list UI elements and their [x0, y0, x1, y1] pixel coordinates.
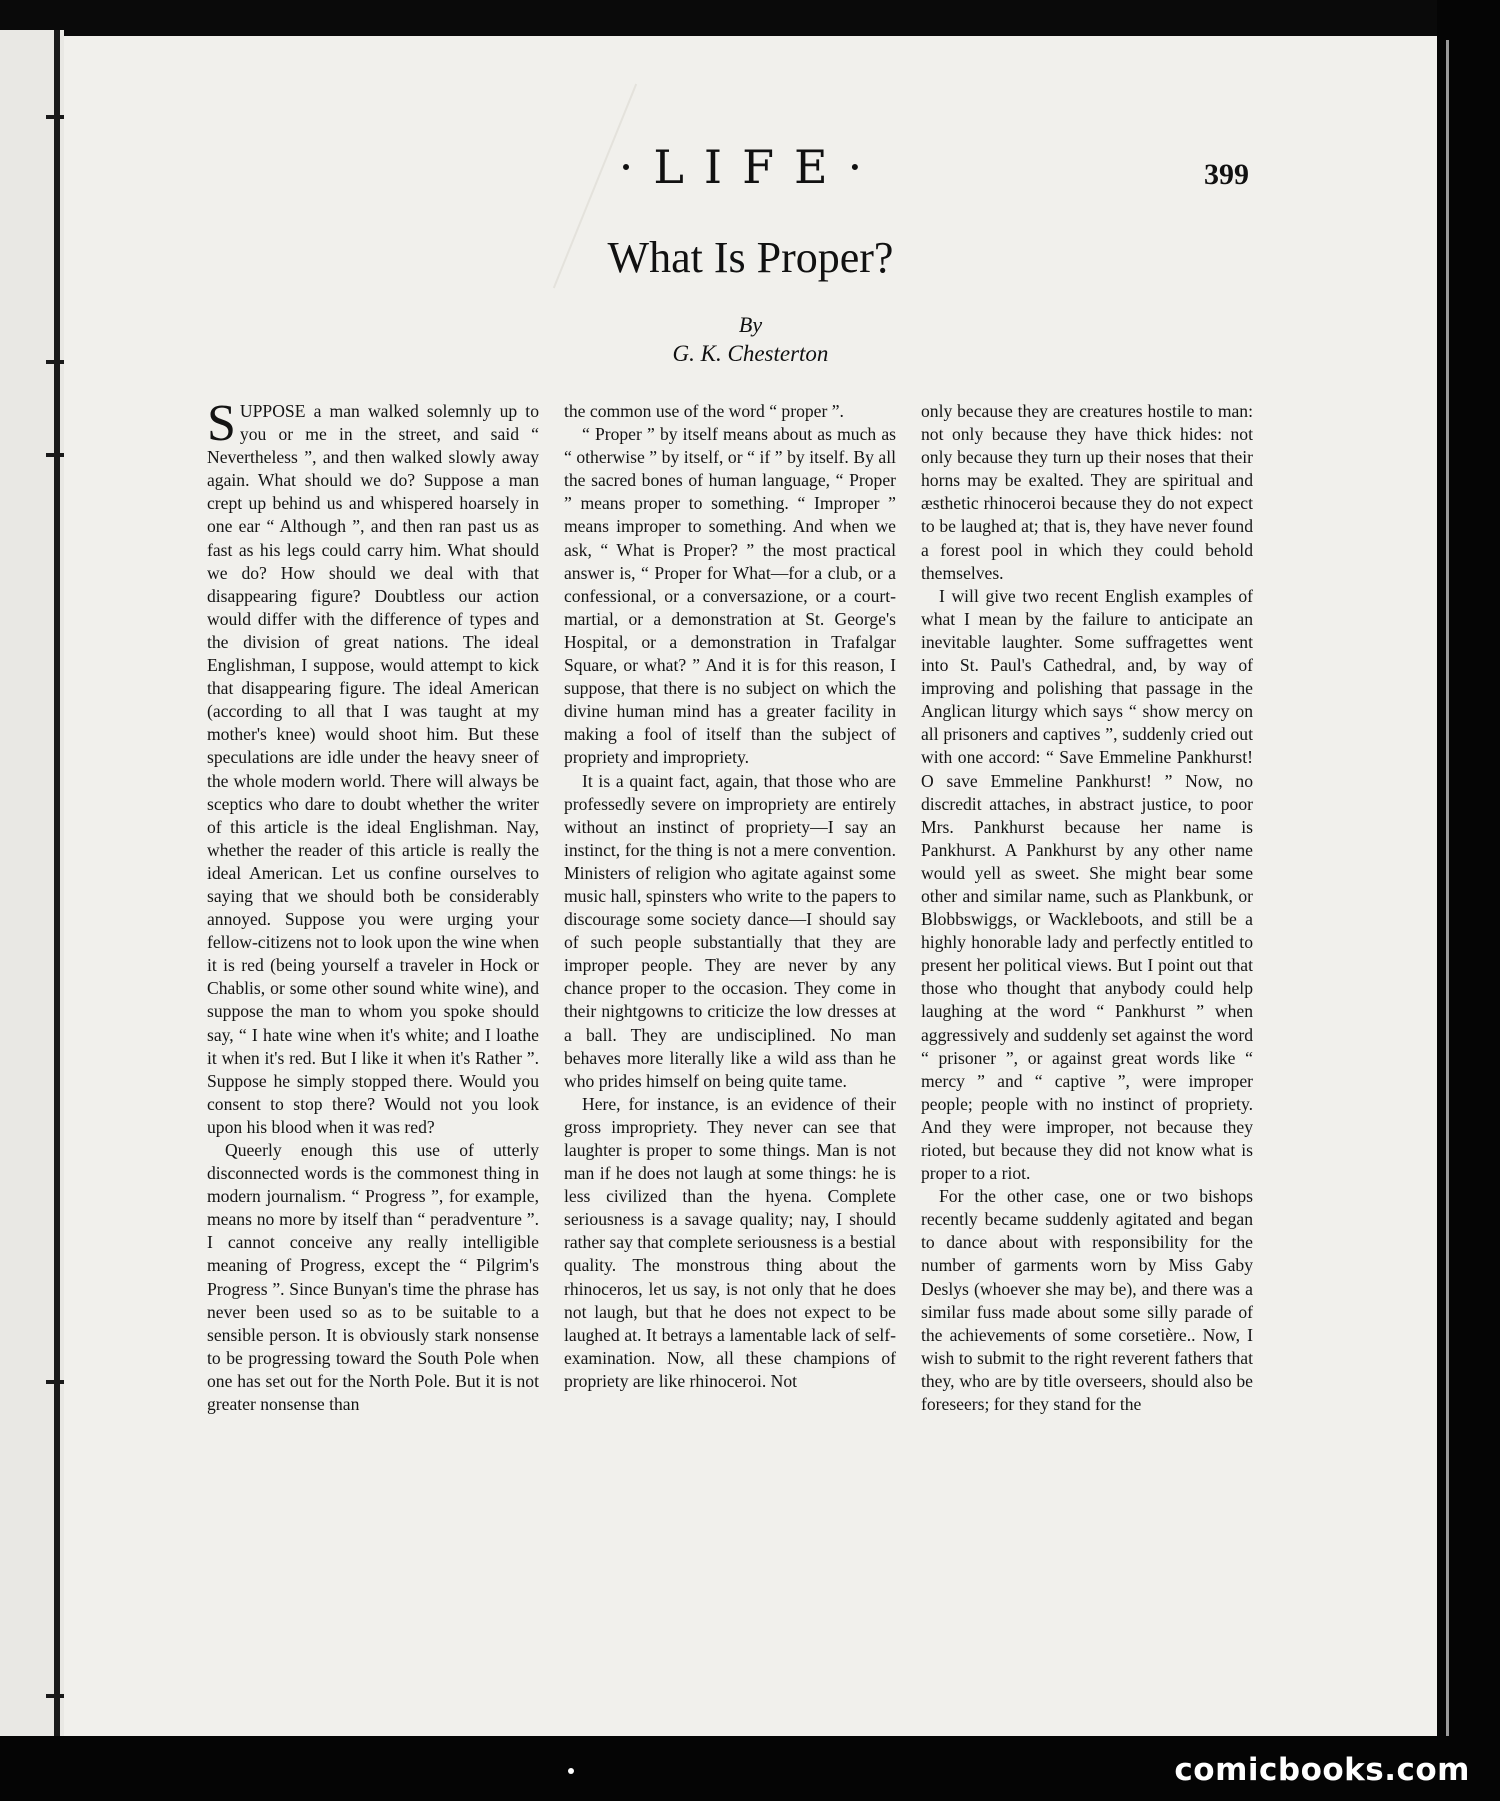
paragraph: “ Proper ” by itself means about as much as “ otherwise ” by itself, or “ if ” by itself. By all the sacred bones of human language, “ Proper ” means proper to something. “ Improper ” means improper to something. And when we ask, “ What is Proper? ” the most practical answer is, “ Proper for What—for a club, or a confessional, or a conversazione, or a court-martial, or a demonstration at St. George's Hospital, or a demonstration in Trafalgar Square, or what? ” And it is for this reason, I suppose, that there is no subject on which the divine human mind has a greater facility in making a fool of itself than the subject of propriety and impropriety.	[564, 424, 896, 768]
byline-by: By	[738, 312, 763, 337]
magazine-page	[64, 36, 1437, 1736]
paragraph: It is a quaint fact, again, that those who are professedly severe on impropriety are entirely without an instinct of propriety—I say an instinct, for the thing is not a mere convention. Ministers of religion who agitate against some music hall, spinsters who write to the papers to discourage some society dance—I should say of such people substantially that they are improper people. They are never by any chance proper to the occasion. They come in their nightgowns to criticize the low dresses at a ball. They are undisciplined. No man behaves more literally like a wild ass than he who prides himself on being quite tame.	[564, 770, 896, 1091]
article-author: G. K. Chesterton	[672, 341, 829, 366]
paragraph: I will give two recent English examples of what I mean by the failure to anticipate an inevitable laughter. Some suffragettes went into St. Paul's Cathedral, and, by way of improving and polishing that passage in the Anglican liturgy which says “ show mercy on all prisoners and captives ”, suddenly cried out with one accord: “ Save Emmeline Pankhurst! O save Emmeline Pankhurst! ” Now, no discredit attaches, in abstract justice, to poor Mrs. Pankhurst because her name is Pankhurst. A Pankhurst by any other name would yell as sweet. She might bear some other and similar name, such as Plankbunk, or Blobbswiggs, or Wackleboots, and still be a highly honorable lady and perfectly entitled to present her political views. But I point out that those who thought that anybody could help laughing at the word “ Pankhurst ” when aggressively and suddenly set against the word “ prisoner ”, or against great words like “ mercy ” and “ captive ”, were improper people; people with no instinct of propriety. And they were improper, not because they rioted, but because they did not know what is proper to a riot.	[921, 585, 1253, 1184]
paragraph: For the other case, one or two bishops recently became suddenly agitated and began to dance about with responsibility for the number of garments worn by Miss Gaby Deslys (whoever she may be), and there was a similar fuss made about some silly parade of the achievements of some corsetière.. Now, I wish to submit to the right reverent fathers that they, who are by title overseers, should also be foreseers; for they stand for the	[921, 1186, 1253, 1415]
article-column-2	[564, 400, 896, 1393]
paragraph: the common use of the word “ proper ”.	[564, 401, 844, 421]
drop-cap: S	[207, 395, 236, 452]
paragraph: Here, for instance, is an evidence of their gross impropriety. They never can see that laughter is proper to some things. Man is not man if he does not laugh at some things: he is less civilized than the hyena. Complete seriousness is a savage quality; nay, I should rather say that complete seriousness is a bestial quality. The monstrous thing about the rhinoceros, let us say, is not only that he does not laugh, but that he does not expect to be laughed at. It betrays a lamentable lack of self-examination. Now, all these champions of propriety are like rhinoceroi. Not	[564, 1093, 896, 1391]
article-column-3	[921, 400, 1253, 1416]
article-column-1	[207, 395, 539, 1416]
page-number: 399	[1204, 158, 1249, 191]
binding-edge	[54, 30, 60, 1770]
paragraph: only because they are creatures hostile to man: not only because they have thick hides: not only because they turn up their noses that their horns may be exalted. They are spiritual and æsthetic rhinoceroi because they do not expect to be laughed at; that is, they have never found a forest pool in which they could behold themselves.	[921, 401, 1253, 583]
scan-speck	[568, 1768, 574, 1774]
masthead: ·LIFE·	[618, 140, 883, 194]
article-title: What Is Proper?	[607, 233, 894, 282]
page-edge-line	[1446, 40, 1449, 1740]
paragraph: Queerly enough this use of utterly disconnected words is the commonest thing in modern journalism. “ Progress ”, for example, means no more by itself than “ peradventure ”. I cannot conceive any really intelligible meaning of Progress, except the “ Pilgrim's Progress ”. Since Bunyan's time the phrase has never been used so as to be suitable to a sensible person. It is obviously stark nonsense to be progressing toward the South Pole when one has set out for the North Pole. But it is not greater nonsense than	[207, 1140, 539, 1415]
paragraph: SUPPOSE a man walked solemnly up to you or me in the street, and said “ Nevertheless ”, and then walked slowly away again. What should we do? Suppose a man crept up behind us and whispered hoarsely in one ear “ Although ”, and then ran past us as fast as his legs could carry him. What should we do? How should we deal with that disappearing figure? Doubtless our action would differ with the difference of types and the division of great nations. The ideal Englishman, I suppose, would attempt to kick that disappearing figure. The ideal American (according to all that I was taught at my mother's knee) would shoot him. But these speculations are idle under the heavy sneer of the whole modern world. There will always be sceptics who dare to doubt whether the writer of this article is the ideal Englishman. Nay, whether the reader of this article is really the ideal American. Let us confine ourselves to saying that we should both be considerably annoyed. Suppose you were urging your fellow-citizens not to look upon the wine when it is red (being yourself a traveler in Hock or Chablis, or some other sound white wine), and suppose the man to whom you spoke should say, “ I hate wine when it's white; and I loathe it when it's red. But I like it when it's Rather ”. Suppose he simply stopped there. Would you consent to stop there? Would not you look upon his blood when it was red?	[207, 395, 539, 1137]
site-watermark: comicbooks.com	[1174, 1752, 1470, 1788]
